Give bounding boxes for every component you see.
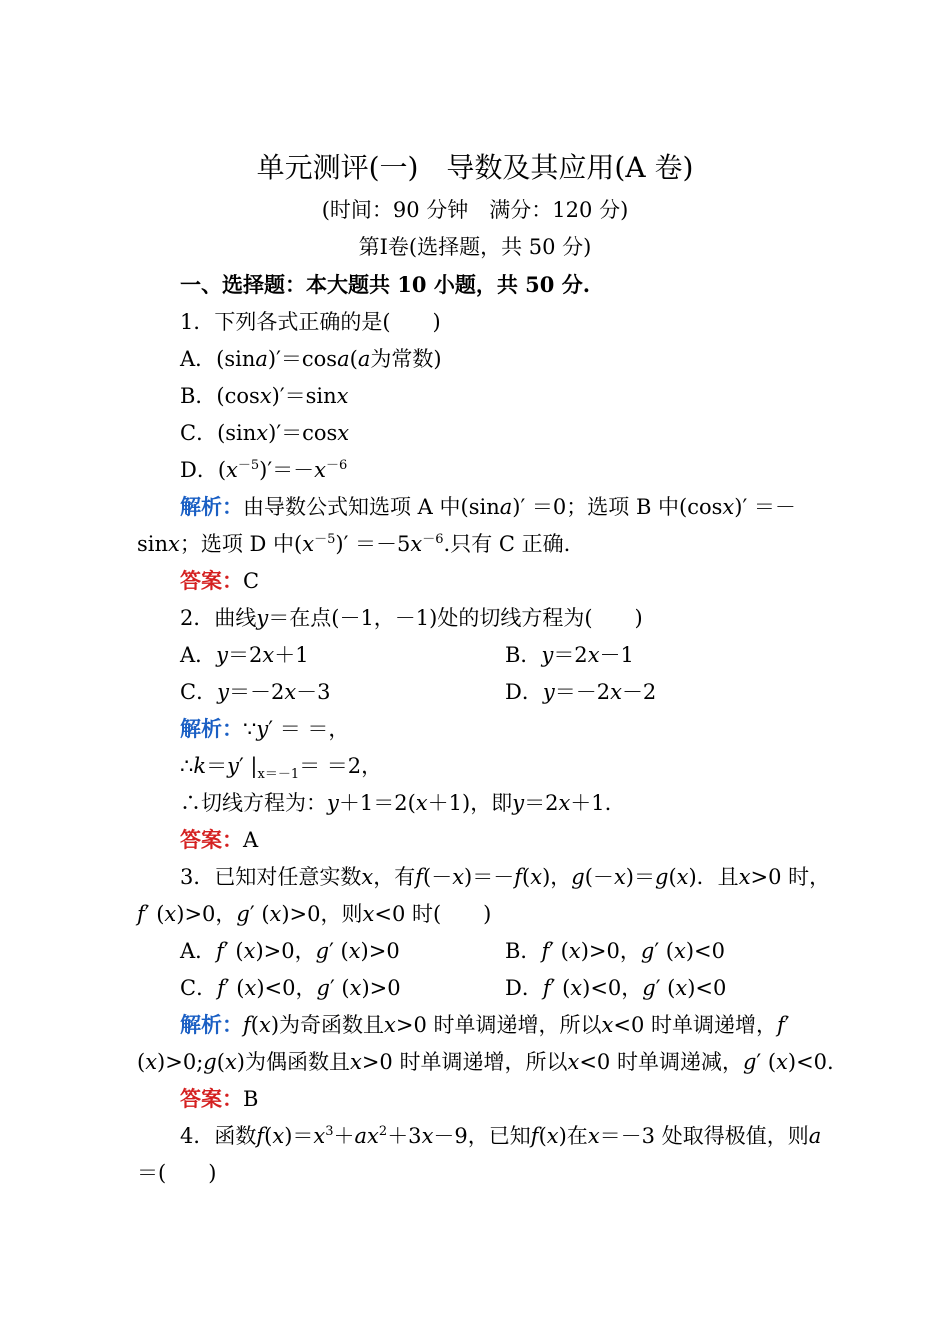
answer-label: 答案： (180, 568, 243, 593)
q2-option-d: D．y＝－2x－2 (505, 680, 657, 704)
q1-option-d: D．$(x^{-5})'=-x^{-6}$ (180, 458, 348, 482)
q1-analysis-line-2: sinx；选项 D 中$(x^{-5})' =-5x^{-6}$.只有 C 正确. (137, 532, 571, 556)
analysis-label: 解析： (180, 1012, 243, 1037)
q1-answer: 答案：C (180, 568, 260, 593)
q2-option-a: A．y＝2x＋1 (180, 643, 309, 667)
q3-option-d: D．f′ (x)<0，g′ (x)<0 (505, 976, 727, 1000)
q4-stem-line-2: ＝( ) (137, 1161, 217, 1185)
q3-stem-line-2: f′ (x)>0，g′ (x)>0，则x<0 时( ) (137, 902, 492, 926)
q2-option-c: C．y＝－2x－3 (180, 680, 331, 704)
q3-analysis-line-2: (x)>0;g(x)为偶函数且x>0 时单调递增，所以x<0 时单调递减，g′ (x)<0. (137, 1050, 834, 1074)
q3-answer: 答案：B (180, 1086, 259, 1111)
answer-label: 答案： (180, 1086, 243, 1111)
part-heading: 第Ⅰ卷(选择题，共 50 分) (358, 235, 592, 259)
q1-analysis-line-1: 解析：由导数公式知选项 A 中(sina)′ ＝0；选项 B 中(cosx)′ ＝－ (180, 494, 796, 519)
q1-option-a: A．(sina)′＝cosa(a为常数) (180, 347, 442, 371)
q3-option-b: B．f′ (x)>0，g′ (x)<0 (505, 939, 725, 963)
q2-answer: 答案：A (180, 827, 259, 852)
q3-option-a: A．f′ (x)>0，g′ (x)>0 (180, 939, 400, 963)
answer-label: 答案： (180, 827, 243, 852)
q2-stem: 2．曲线y＝在点(－1，－1)处的切线方程为( ) (180, 606, 643, 630)
section-heading: 一、选择题：本大题共 10 小题，共 50 分. (180, 272, 591, 297)
q1-option-b: B．(cosx)′＝sinx (180, 384, 349, 408)
q1-option-c: C．(sinx)′＝cosx (180, 421, 350, 445)
q3-option-c: C．f′ (x)<0，g′ (x)>0 (180, 976, 401, 1000)
time-info: (时间：90 分钟 满分：120 分) (321, 198, 629, 222)
q4-stem-line-1: 4．函数$f(x)=x^3+ax^2+3x-9$，已知f(x)在x＝－3 处取得极值，则a (180, 1124, 822, 1148)
q3-stem-line-1: 3．已知对任意实数x，有f(－x)＝－f(x)，g(－x)＝g(x)．且x>0 时， (180, 865, 831, 889)
analysis-label: 解析： (180, 716, 243, 741)
q2-option-b: B．y＝2x－1 (505, 643, 634, 667)
q1-stem: 1．下列各式正确的是( ) (180, 310, 441, 334)
q2-analysis-line-3: ∴切线方程为：y＋1＝2(x＋1)，即y＝2x＋1. (180, 791, 612, 815)
q2-analysis-line-1: 解析：∵y′ ＝ ＝， (180, 716, 350, 741)
page-title: 单元测评(一) 导数及其应用(A 卷) (256, 151, 694, 184)
q3-analysis-line-1: 解析：f(x)为奇函数且x>0 时单调递增，所以x<0 时单调递增，f′ (180, 1012, 790, 1037)
analysis-label: 解析： (180, 494, 243, 519)
q2-analysis-line-2: ∴k＝y′ $|_{x=-1}= =2$， (180, 754, 383, 782)
